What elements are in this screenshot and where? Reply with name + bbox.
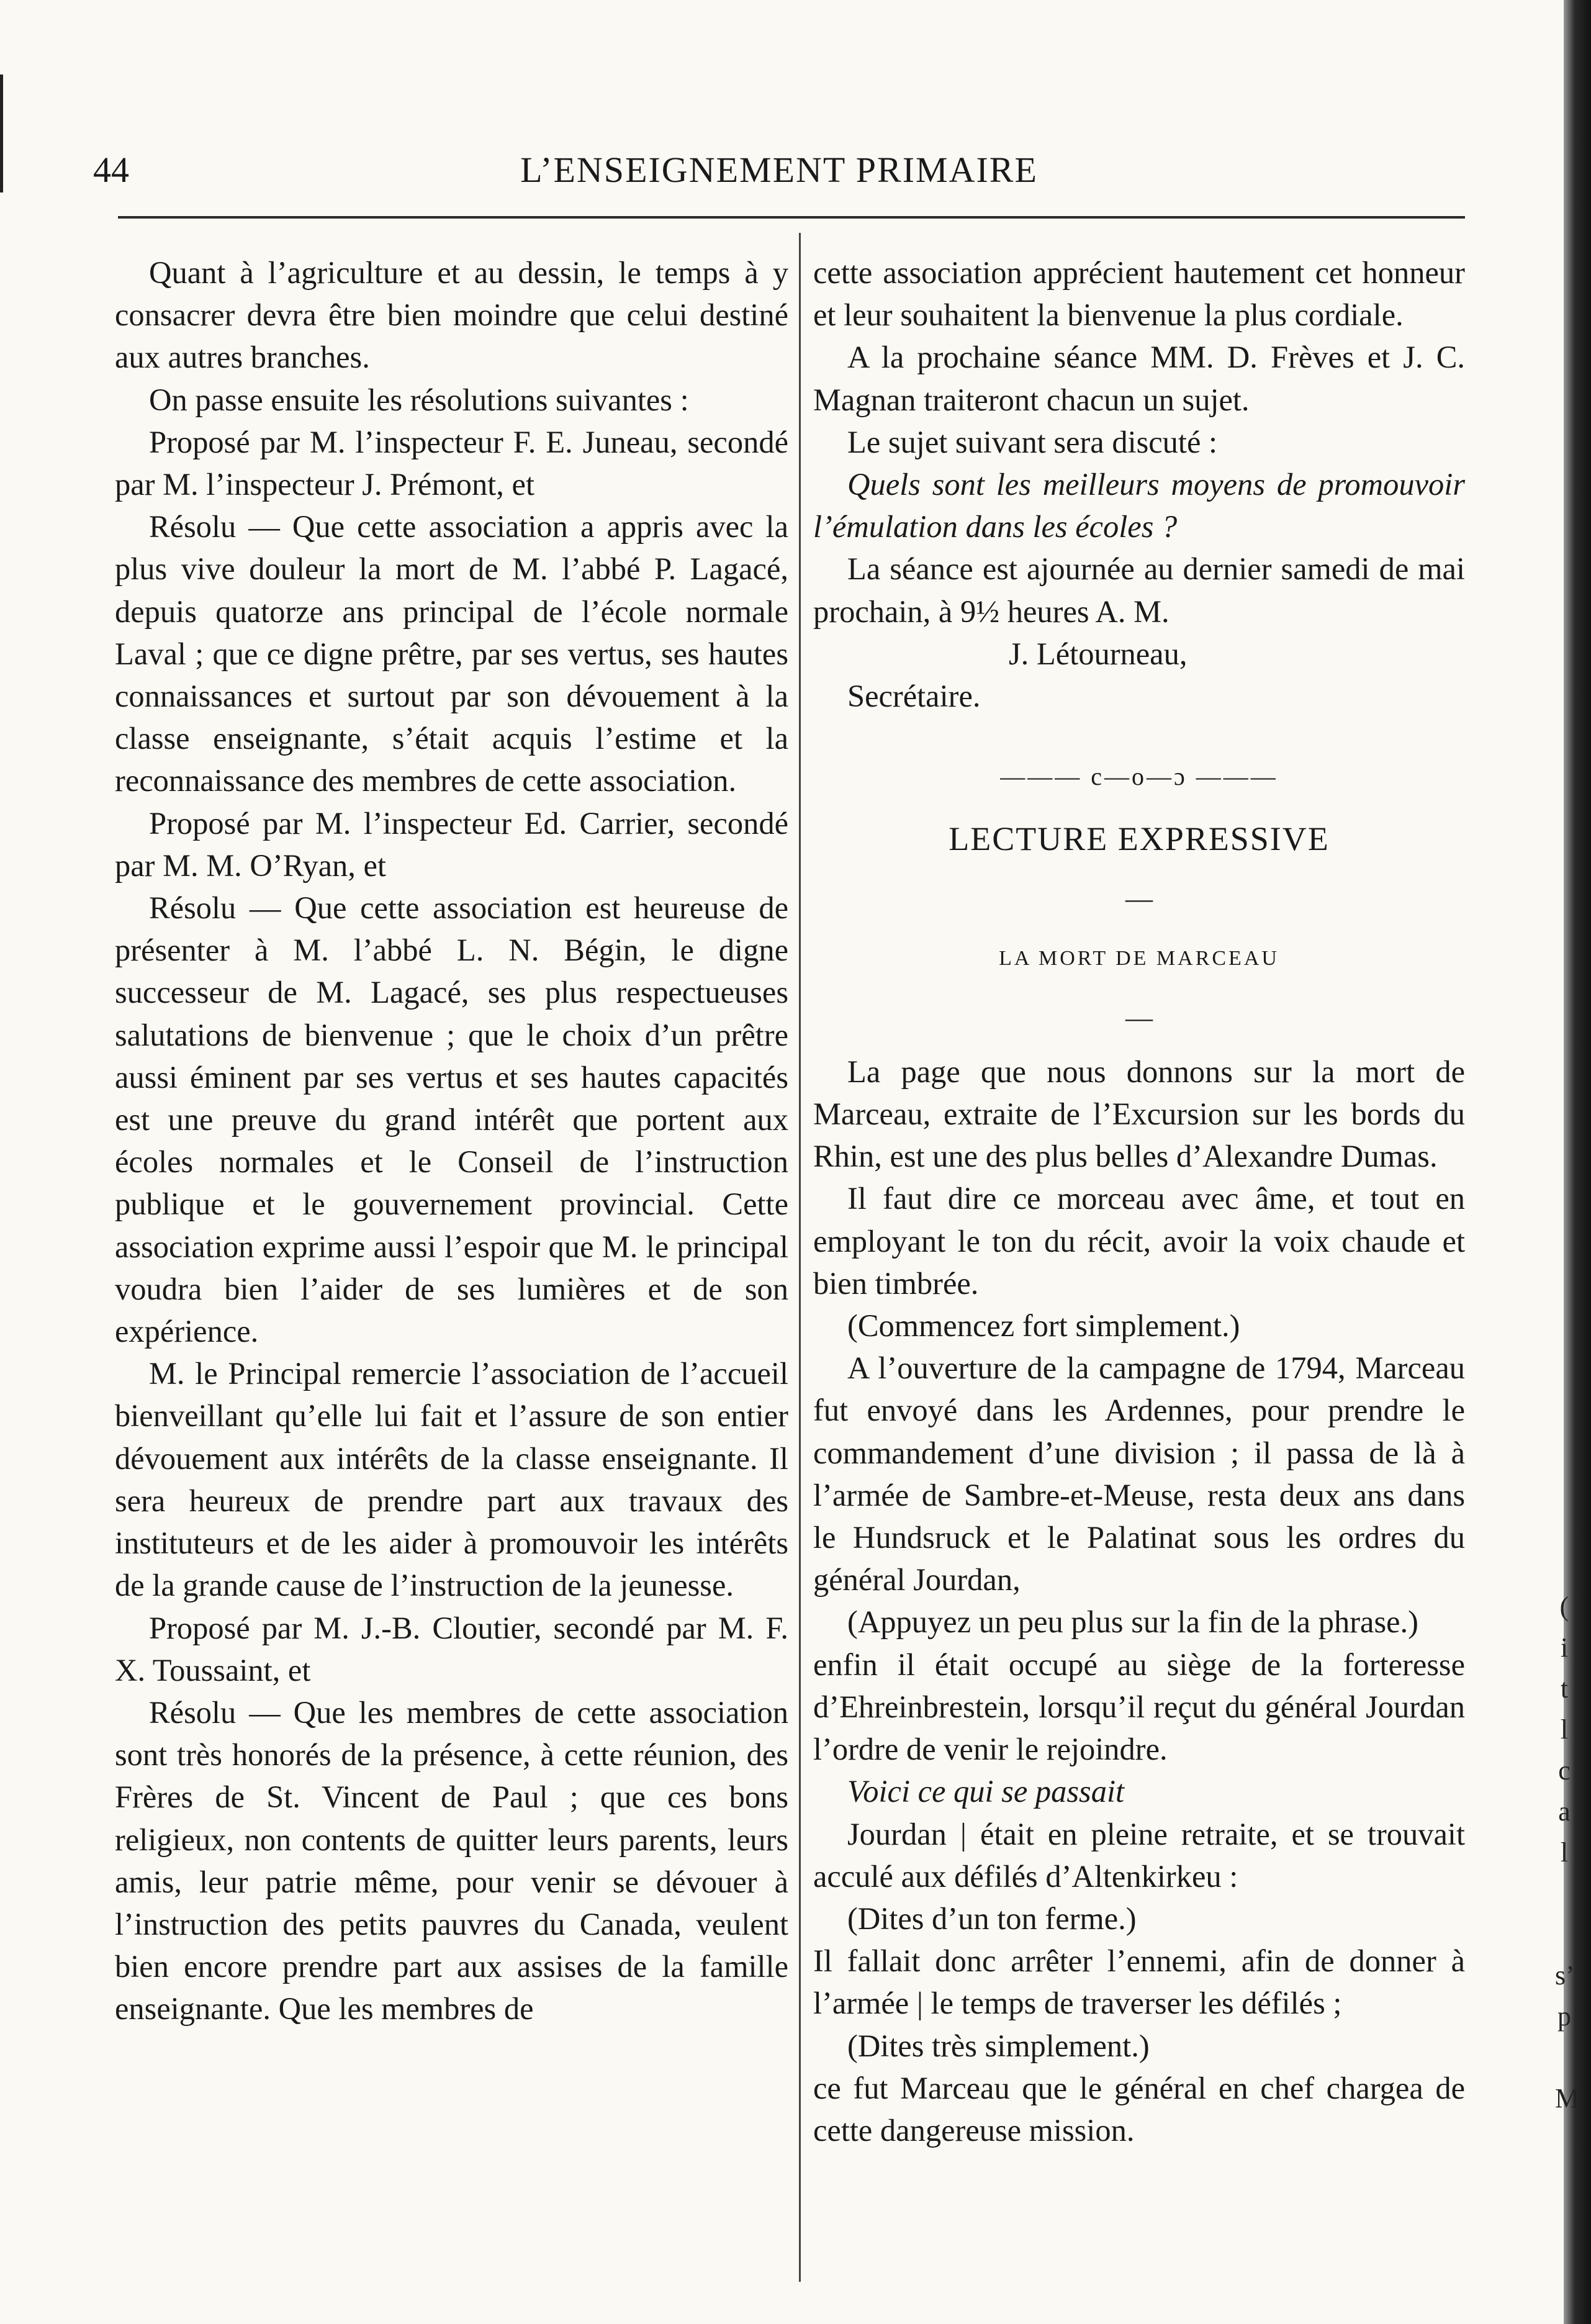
running-title: L’ENSEIGNEMENT PRIMAIRE [520,150,1038,190]
paragraph: La séance est ajournée au dernier samedi de mai prochain, à 9½ heures A. M. [813,551,1465,629]
paragraph: Quant à l’agriculture et au dessin, le temps à y consacrer devra être bien moindre que celui destiné aux autres branches. [115,255,788,375]
paragraph: On passe ensuite les résolutions suivantes : [149,382,689,417]
paragraph: Proposé par M. l’inspecteur Ed. Carrier, secondé par M. M. O’Ryan, et [115,805,788,883]
signature-name: J. Létourneau, [1009,636,1188,671]
paragraph: Résolu — Que cette association a appris avec la plus vive douleur la mort de M. l’abbé P. Lagacé, depuis quatorze ans principal de l’école normale Laval ; que ce digne prêtre, par ses vertus, ses hautes connaissances et surtout par son dévouement à la classe enseignante, s’était acquis l’estime et la reconnaissance des membres de cette association. [115,509,788,798]
margin-letter [1555,1914,1574,1955]
margin-letter: c [1558,1755,1571,1786]
short-rule: — [1125,1002,1153,1033]
paragraph: Jourdan | était en pleine retraite, et se trouvait acculé aux défilés d’Altenkirkeu : [813,1816,1465,1894]
paragraph: La page que nous donnons sur la mort de Marceau, extraite de l’Excursion sur les bords du Rhin, est une des plus belles d’Alexandre Dumas. [813,1054,1465,1174]
page-number: 44 [93,150,129,190]
paragraph: Résolu — Que cette association est heureuse de présenter à M. l’abbé L. N. Bégin, le digne successeur de M. Lagacé, ses plus respectueuses salutations de bienvenue ; que le choix d’un prêtre aussi éminent par ses vertus et ses hautes capacités est une preuve du grand intérêt que portent aux écoles normales et le Conseil de l’instruction publique et le gouvernement provincial. Cette association exprime aussi l’espoir que M. le principal voudra bien l’aider de ses lumières et de son expérience. [115,890,788,1349]
paragraph: Résolu — Que les membres de cette association sont très honorés de la présence, à cette réunion, des Frères de St. Vincent de Paul ; que ces bons religieux, non contents de quitter leurs parents, leurs amis, leur patrie même, pour venir se dévouer à l’instruction des petits pauvres du Canada, veulent bien encore prendre part aux assises de la famille enseignante. Que les membres de [115,1694,788,2027]
stage-direction: (Appuyez un peu plus sur la fin de la phrase.) [847,1604,1418,1640]
scan-edge-mark [0,75,3,192]
margin-letter: i [1560,1632,1569,1663]
paragraph: ce fut Marceau que le général en chef chargea de cette dangereuse mission. [813,2070,1465,2148]
margin-letter: l [1560,1837,1569,1868]
paragraph: Proposé par M. l’inspecteur F. E. Juneau, secondé par M. l’inspecteur J. Prémont, et [115,424,788,502]
italic-line: Voici ce qui se passait [847,1774,1125,1809]
right-column [813,251,1465,2151]
paragraph: M. le Principal remercie l’association de l’accueil bienveillant qu’elle lui fait et l’assure de son entier dévouement aux intérêts de la classe enseignante. Il sera heureux de prendre part aux travaux des instituteurs et de les aider à promouvoir les intérêts de la grande cause de l’instruction de la jeunesse. [115,1356,788,1603]
margin-letter: p [1557,2001,1571,2032]
margin-letter: s’ [1555,1960,1575,1991]
margin-letter: t [1560,1673,1569,1704]
paragraph: enfin il était occupé au siège de la forteresse d’Ehreinbrestein, lorsqu’il reçut du général Jourdan l’ordre de venir le rejoindre. [813,1647,1465,1767]
paragraph: Il fallait donc arrêter l’ennemi, afin de donner à l’armée | le temps de traverser les défilés ; [813,1943,1465,2021]
header-rule [118,216,1465,219]
paragraph: A la prochaine séance MM. D. Frèves et J. C. Magnan traiteront chacun un sujet. [813,340,1465,417]
section-title: LECTURE EXPRESSIVE [949,820,1330,858]
paragraph: Proposé par M. J.-B. Cloutier, secondé par M. F. X. Toussaint, et [115,1610,788,1688]
paragraph: Le sujet suivant sera discuté : [847,424,1218,459]
column-divider [799,233,801,2282]
margin-letter: a [1558,1796,1571,1827]
paragraph: A l’ouverture de la campagne de 1794, Marceau fut envoyé dans les Ardennes, pour prendre le commandement d’une division ; il passa de là à l’armée de Sambre-et-Meuse, resta deux ans dans le Hundsruck et le Palatinat sous les ordres du général Jourdan, [813,1350,1465,1598]
margin-bleed-letters [1555,1586,1580,2119]
stage-direction: (Dites d’un ton ferme.) [847,1901,1137,1936]
stage-direction: (Commencez fort simplement.) [847,1308,1240,1344]
margin-letter [1555,1873,1574,1914]
paragraph: Il faut dire ce morceau avec âme, et tout en employant le ton du récit, avoir la voix chaude et bien timbrée. [813,1181,1465,1301]
margin-letter [1555,2037,1574,2078]
discussion-topic: Quels sont les meilleurs moyens de promouvoir l’émulation dans les écoles ? [813,467,1465,545]
ornament-divider: ——— c—o—ɔ ——— [1000,762,1278,791]
left-column [115,251,788,2030]
margin-letter: l [1560,1714,1569,1745]
short-rule: — [1125,883,1153,914]
subsection-title: LA MORT DE MARCEAU [999,946,1279,970]
signature-title: Secrétaire. [847,679,981,714]
margin-letter: ( [1559,1591,1569,1622]
stage-direction: (Dites très simplement.) [847,2028,1150,2063]
page-header [93,149,1465,199]
margin-letter: M [1555,2083,1580,2114]
paragraph: cette association apprécient hautement cet honneur et leur souhaitent la bienvenue la plus cordiale. [813,255,1465,333]
